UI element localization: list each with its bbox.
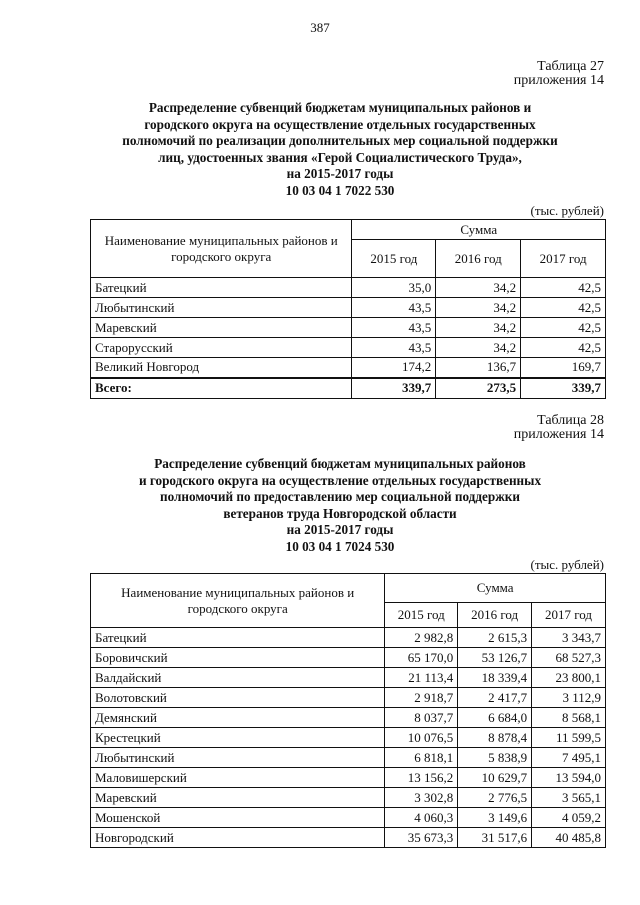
table28-header-year: 2016 год bbox=[458, 602, 532, 627]
table28-caption-number: Таблица 28 bbox=[537, 413, 604, 428]
total-2017: 339,7 bbox=[521, 378, 606, 399]
table27-header-sum: Сумма bbox=[352, 220, 606, 240]
value-2016: 34,2 bbox=[436, 338, 521, 358]
title-line: городского округа на осуществление отдельных государственных bbox=[144, 116, 536, 132]
table27-header-name: Наименование муниципальных районов и городского округа bbox=[91, 220, 352, 278]
table-row bbox=[91, 278, 606, 298]
value-2017: 3 112,9 bbox=[532, 688, 606, 708]
title-line: 10 03 04 1 7022 530 bbox=[285, 182, 395, 198]
value-2017: 11 599,5 bbox=[532, 728, 606, 748]
table27-header-year: 2015 год bbox=[352, 240, 436, 278]
value-2016: 6 684,0 bbox=[458, 708, 532, 728]
value-2015: 174,2 bbox=[352, 358, 436, 378]
value-2016: 8 878,4 bbox=[458, 728, 532, 748]
table-row bbox=[91, 708, 606, 728]
table27 bbox=[90, 219, 606, 399]
table27-caption-appendix: приложения 14 bbox=[513, 73, 604, 88]
table28-caption bbox=[514, 414, 604, 442]
value-2015: 43,5 bbox=[352, 338, 436, 358]
value-2016: 53 126,7 bbox=[458, 648, 532, 668]
value-2015: 6 818,1 bbox=[385, 748, 458, 768]
value-2015: 65 170,0 bbox=[385, 648, 458, 668]
table28-header-sum: Сумма bbox=[385, 574, 606, 603]
table27-header-year: 2016 год bbox=[436, 240, 521, 278]
title-line: 10 03 04 1 7024 530 bbox=[285, 538, 395, 554]
value-2015: 8 037,7 bbox=[385, 708, 458, 728]
value-2017: 3 343,7 bbox=[532, 628, 606, 648]
district-name: Маревский bbox=[91, 318, 352, 338]
value-2016: 34,2 bbox=[436, 318, 521, 338]
value-2015: 35,0 bbox=[352, 278, 436, 298]
district-name: Маревский bbox=[91, 788, 385, 808]
total-2015: 339,7 bbox=[352, 378, 436, 399]
title-line: на 2015-2017 годы bbox=[286, 522, 394, 537]
table28-title bbox=[60, 456, 620, 555]
value-2017: 40 485,8 bbox=[532, 828, 606, 848]
value-2016: 34,2 bbox=[436, 298, 521, 318]
title-line: полномочий по реализации дополнительных мер социальной поддержки bbox=[122, 133, 558, 148]
value-2015: 43,5 bbox=[352, 298, 436, 318]
district-name: Новгородский bbox=[91, 828, 385, 848]
value-2016: 10 629,7 bbox=[458, 768, 532, 788]
value-2017: 42,5 bbox=[521, 298, 606, 318]
title-line: ветеранов труда Новгородской области bbox=[223, 505, 457, 521]
table27-title bbox=[60, 100, 620, 199]
total-row bbox=[91, 378, 606, 399]
value-2016: 2 417,7 bbox=[458, 688, 532, 708]
table-row bbox=[91, 338, 606, 358]
table-row bbox=[91, 728, 606, 748]
table-row bbox=[91, 628, 606, 648]
table28-units: (тыс. рублей) bbox=[530, 557, 604, 572]
district-name: Батецкий bbox=[91, 278, 352, 298]
table28-header-year: 2015 год bbox=[385, 602, 458, 627]
table-row bbox=[91, 828, 606, 848]
value-2016: 18 339,4 bbox=[458, 668, 532, 688]
district-name: Крестецкий bbox=[91, 728, 385, 748]
value-2016: 136,7 bbox=[436, 358, 521, 378]
district-name: Валдайский bbox=[91, 668, 385, 688]
district-name: Волотовский bbox=[91, 688, 385, 708]
value-2015: 3 302,8 bbox=[385, 788, 458, 808]
value-2016: 34,2 bbox=[436, 278, 521, 298]
value-2015: 13 156,2 bbox=[385, 768, 458, 788]
district-name: Батецкий bbox=[91, 628, 385, 648]
table-row bbox=[91, 668, 606, 688]
title-line: Распределение субвенций бюджетам муниципальных районов bbox=[154, 456, 526, 471]
value-2016: 2 776,5 bbox=[458, 788, 532, 808]
value-2016: 2 615,3 bbox=[458, 628, 532, 648]
table-row bbox=[91, 768, 606, 788]
value-2015: 2 918,7 bbox=[385, 688, 458, 708]
value-2017: 23 800,1 bbox=[532, 668, 606, 688]
value-2015: 43,5 bbox=[352, 318, 436, 338]
table28-header-year: 2017 год bbox=[532, 602, 606, 627]
value-2017: 4 059,2 bbox=[532, 808, 606, 828]
district-name: Демянский bbox=[91, 708, 385, 728]
district-name: Старорусский bbox=[91, 338, 352, 358]
title-line: лиц, удостоенных звания «Герой Социалистического Труда», bbox=[158, 149, 522, 165]
total-label: Всего: bbox=[91, 378, 352, 399]
table-row bbox=[91, 788, 606, 808]
value-2016: 3 149,6 bbox=[458, 808, 532, 828]
value-2017: 13 594,0 bbox=[532, 768, 606, 788]
title-line: и городского округа на осуществление отдельных государственных bbox=[138, 472, 542, 488]
value-2017: 68 527,3 bbox=[532, 648, 606, 668]
table27-units: (тыс. рублей) bbox=[530, 203, 604, 218]
table-row bbox=[91, 358, 606, 378]
title-line: полномочий по предоставлению мер социальной поддержки bbox=[160, 489, 520, 504]
district-name: Маловишерский bbox=[91, 768, 385, 788]
district-name: Великий Новгород bbox=[91, 358, 352, 378]
value-2016: 31 517,6 bbox=[458, 828, 532, 848]
table-row bbox=[91, 748, 606, 768]
value-2017: 7 495,1 bbox=[532, 748, 606, 768]
value-2016: 5 838,9 bbox=[458, 748, 532, 768]
table28-header-name: Наименование муниципальных районов и городского округа bbox=[91, 574, 385, 628]
title-line: на 2015-2017 годы bbox=[286, 166, 394, 181]
table-row bbox=[91, 808, 606, 828]
table27-header-year: 2017 год bbox=[521, 240, 606, 278]
total-2016: 273,5 bbox=[436, 378, 521, 399]
value-2015: 2 982,8 bbox=[385, 628, 458, 648]
district-name: Любытинский bbox=[91, 748, 385, 768]
table-row bbox=[91, 648, 606, 668]
value-2015: 35 673,3 bbox=[385, 828, 458, 848]
district-name: Мошенской bbox=[91, 808, 385, 828]
table27-caption bbox=[514, 60, 604, 88]
table27-caption-number: Таблица 27 bbox=[537, 59, 604, 74]
value-2017: 169,7 bbox=[521, 358, 606, 378]
table28 bbox=[90, 573, 606, 848]
table-row bbox=[91, 318, 606, 338]
value-2017: 42,5 bbox=[521, 318, 606, 338]
value-2015: 10 076,5 bbox=[385, 728, 458, 748]
page-number: 387 bbox=[310, 20, 330, 35]
title-line: Распределение субвенций бюджетам муниципальных районов и bbox=[148, 100, 532, 115]
table-row bbox=[91, 298, 606, 318]
value-2017: 42,5 bbox=[521, 278, 606, 298]
value-2017: 42,5 bbox=[521, 338, 606, 358]
value-2017: 3 565,1 bbox=[532, 788, 606, 808]
table-row bbox=[91, 688, 606, 708]
table28-caption-appendix: приложения 14 bbox=[513, 427, 604, 442]
district-name: Боровичский bbox=[91, 648, 385, 668]
district-name: Любытинский bbox=[91, 298, 352, 318]
value-2017: 8 568,1 bbox=[532, 708, 606, 728]
value-2015: 21 113,4 bbox=[385, 668, 458, 688]
value-2015: 4 060,3 bbox=[385, 808, 458, 828]
